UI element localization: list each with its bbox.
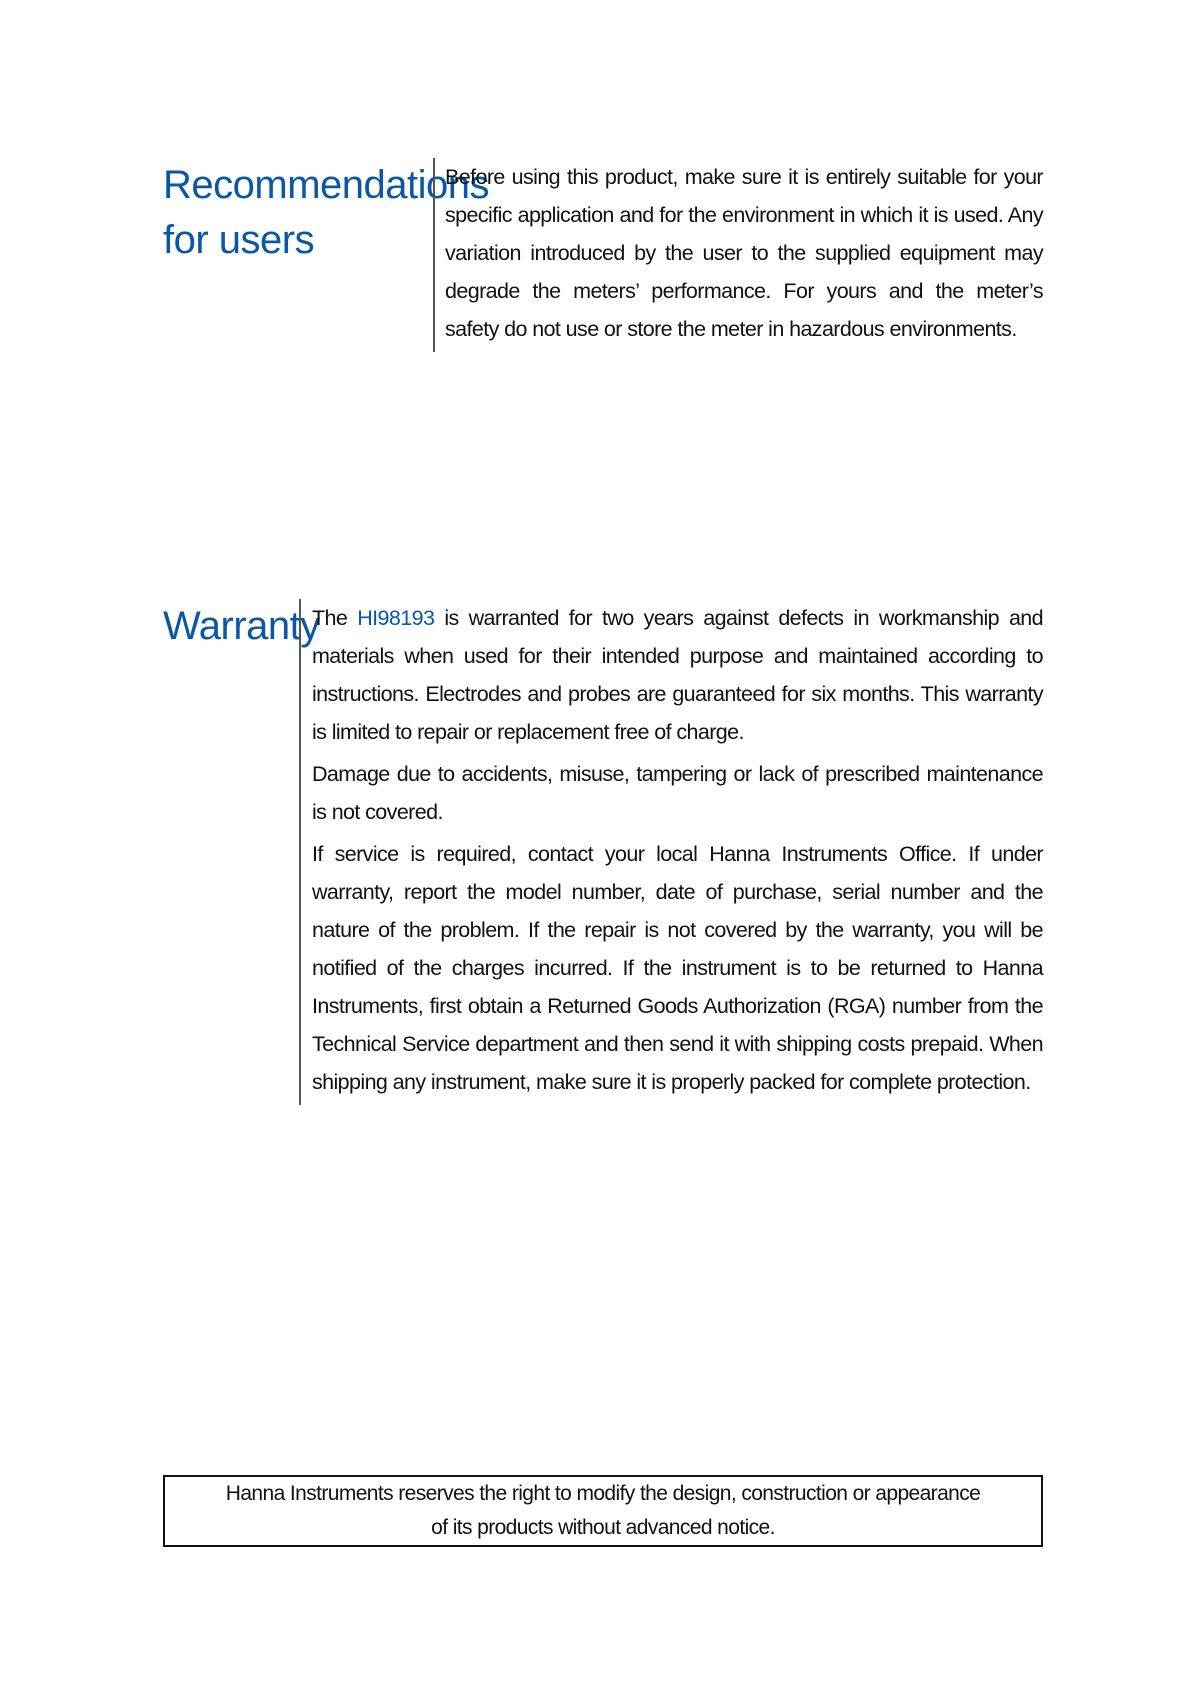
warranty-intro-rest: is warranted for two years against defects in workmanship and materials when used for their intended purpose and maintained according to instructions. Electrodes and probes are guaranteed for six months. This warranty is limited to repair or replacement free of charge. — [312, 606, 1044, 744]
recommendations-paragraph: Before using this product, make sure it is entirely suitable for your specific application and for the environment in which it is used. Any variation introduced by the user to the supplied equipment may degrade the meters’ performance. For yours and the meter’s safety do not use or store the meter in hazardous environments. — [445, 165, 1043, 341]
recommendations-body — [433, 158, 1043, 352]
warranty-paragraph-service: If service is required, contact your local Hanna Instruments Office. If under warranty, report the model number, date of purchase, serial number and the nature of the problem. If the repair is not covered by the warranty, you will be notified of the charges incurred. If the instrument is to be returned to Hanna Instruments, first obtain a Returned Goods Authorization (RGA) number from the Technical Service department and then send it with shipping costs prepaid. When shipping any instrument, make sure it is properly packed for complete protection. — [312, 842, 1043, 1094]
recommendations-heading-line1: Recommendations — [163, 163, 489, 207]
recommendations-heading-line2: for users — [163, 218, 315, 262]
recommendations-section — [163, 158, 1043, 352]
warranty-heading: Warranty — [163, 604, 320, 648]
modification-notice-box — [163, 1475, 1043, 1547]
warranty-paragraph-intro — [312, 599, 1043, 751]
modification-notice-text: Hanna Instruments reserves the right to modify the design, construction or appearance of its products without advanced notice. — [225, 1482, 981, 1539]
warranty-body — [299, 599, 1043, 1105]
warranty-paragraph-damage: Damage due to accidents, misuse, tampering or lack of prescribed maintenance is not covered. — [312, 762, 1043, 824]
warranty-section — [163, 599, 1043, 1105]
model-number: HI98193 — [357, 606, 435, 630]
warranty-intro-prefix: The — [312, 606, 348, 630]
recommendations-heading — [163, 158, 489, 268]
